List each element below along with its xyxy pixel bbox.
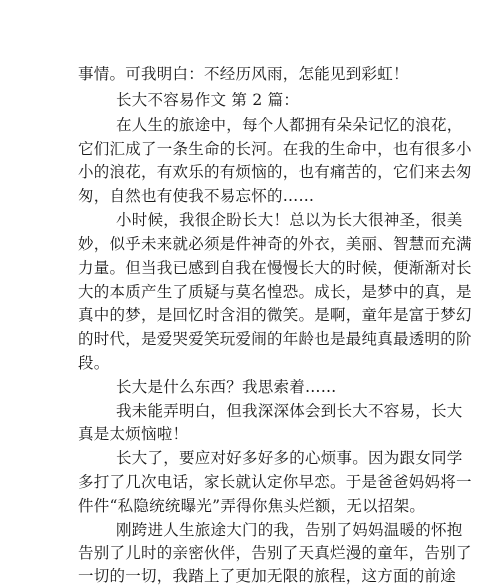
text-line: 小的浪花，有欢乐的有烦恼的，也有痛苦的，它们来去匆 — [78, 163, 472, 181]
text-line: 件件“私隐统统曝光”弄得你焦头烂额，无以招架。 — [78, 497, 426, 515]
text-line: 我未能弄明白，但我深深体会到长大不容易，长大 — [116, 402, 463, 420]
text-line: 告别了儿时的亲密伙伴，告别了天真烂漫的童年，告别了 — [78, 544, 472, 562]
text-line: 力量。但当我已感到自我在慢慢长大的时候，便渐渐对长 — [78, 259, 472, 277]
text-line: 小时候，我很企盼长大！总以为长大很神圣，很美 — [116, 211, 463, 229]
text-line: 它们汇成了一条生命的长河。在我的生命中，也有很多小 — [78, 140, 472, 158]
text-line: 大的本质产生了质疑与莫名惶恐。成长，是梦中的真，是 — [78, 283, 472, 301]
text-line: 多打了几次电话，家长就认定你早恋。于是爸爸妈妈将一 — [78, 473, 472, 491]
text-line: 长大是什么东西？我思索着…… — [116, 378, 337, 396]
text-line: 长大了，要应对好多好多的心烦事。因为跟女同学 — [116, 449, 463, 467]
section-heading: 长大不容易作文 第 2 篇： — [116, 91, 300, 109]
text-line: 一切的一切，我踏上了更加无限的旅程，这方面的前途 — [78, 567, 457, 585]
text-line: 妙，似乎未来就必须是件神奇的外衣，美丽、智慧而充满 — [78, 235, 472, 253]
text-line: 在人生的旅途中，每个人都拥有朵朵记忆的浪花， — [116, 116, 463, 134]
text-line: 段。 — [78, 354, 110, 372]
text-line: 匆，自然也有使我不易忘怀的…… — [78, 187, 315, 205]
text-line: 真是太烦恼啦！ — [78, 425, 189, 443]
text-line: 事情。可我明白：不经历风雨，怎能见到彩虹！ — [78, 65, 409, 83]
text-line: 刚跨进人生旅途大门的我，告别了妈妈温暖的怀抱 — [116, 521, 463, 539]
text-line: 的时代，是爱哭爱笑玩爱闹的年龄也是最纯真最透明的阶 — [78, 330, 472, 348]
text-line: 真中的梦，是回忆时含泪的微笑。是啊，童年是富于梦幻 — [78, 306, 472, 324]
